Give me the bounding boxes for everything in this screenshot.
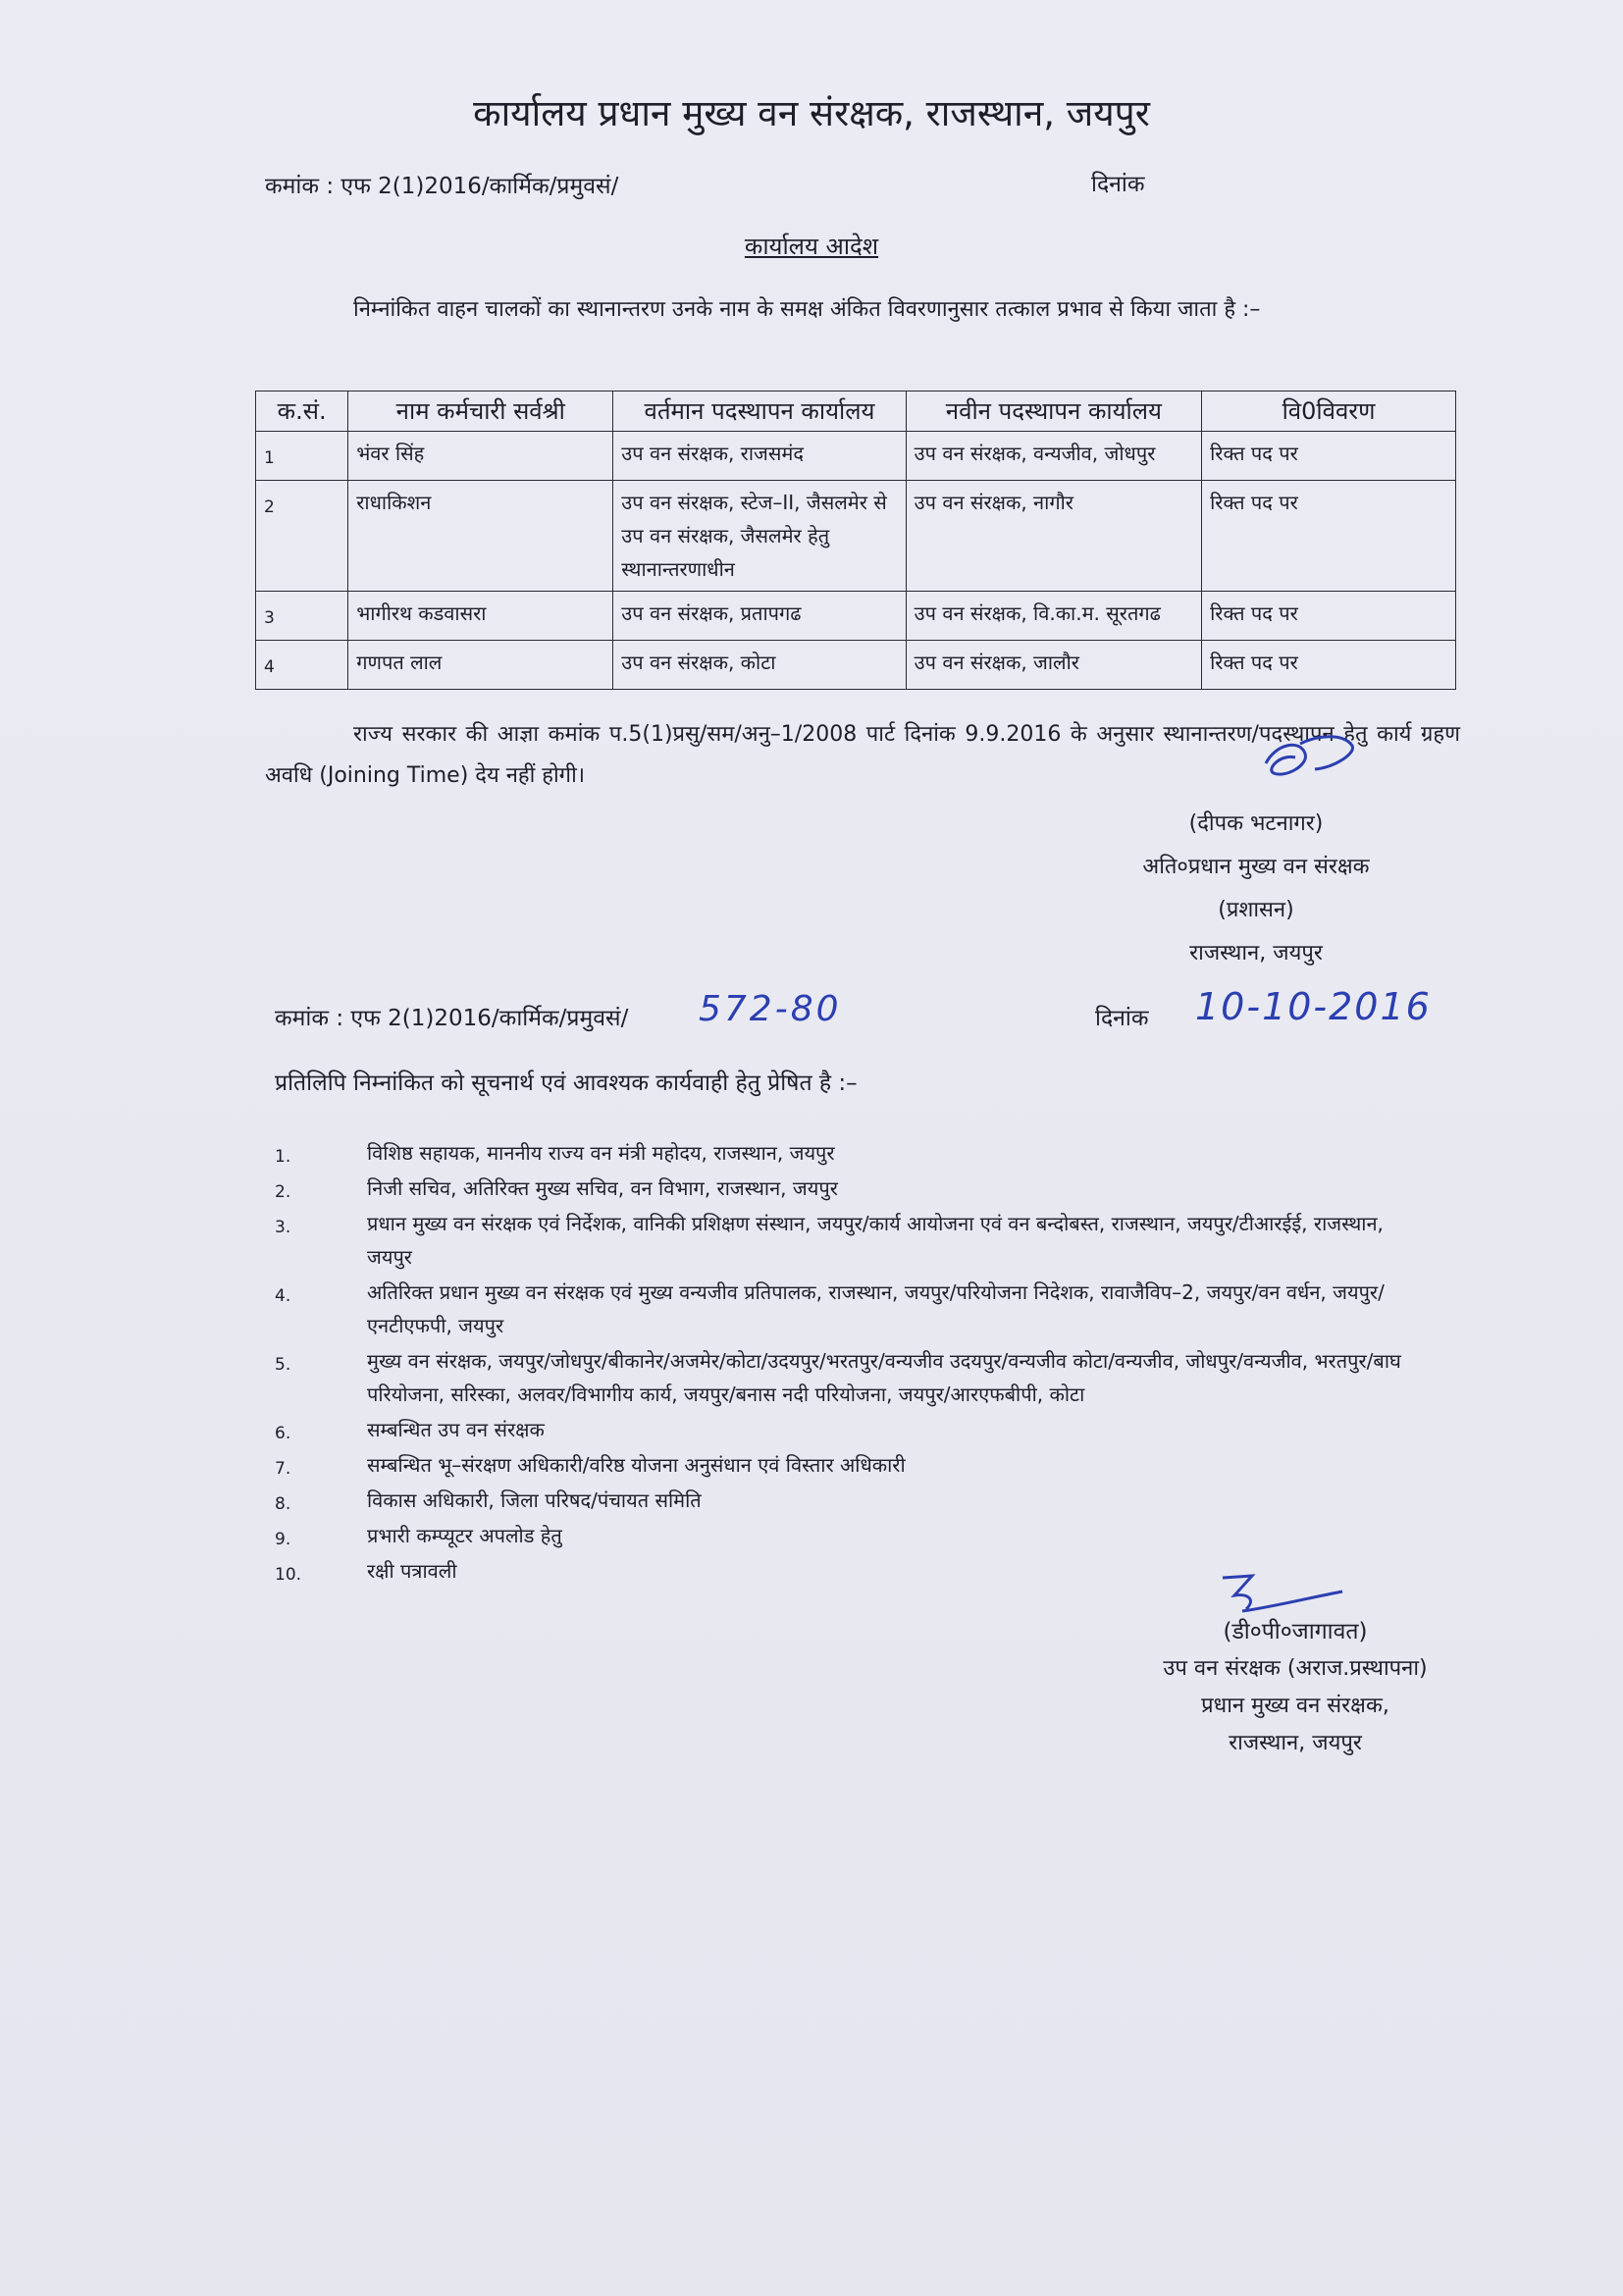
cell-new: उप वन संरक्षक, वन्यजीव, जोधपुर <box>906 432 1201 481</box>
joining-time-note: राज्य सरकार की आज्ञा कमांक प.5(1)प्रसु/सम/अनु–1/2008 पार्ट दिनांक 9.9.2016 के अनुसार स्थानान्तरण/पदस्थापन हेतु कार्य ग्रहण अवधि (Joining Time) देय नहीं होगी। <box>265 722 1460 788</box>
cell-new: उप वन संरक्षक, जालौर <box>906 641 1201 690</box>
cell-new: उप वन संरक्षक, नागौर <box>906 481 1201 592</box>
cell-current: उप वन संरक्षक, राजसमंद <box>613 432 906 481</box>
list-item-number: 6. <box>275 1424 291 1443</box>
copy-recipient-list <box>275 1136 1433 1590</box>
list-item-text: निजी सचिव, अतिरिक्त मुख्य सचिव, वन विभाग, राजस्थान, जयपुर <box>367 1176 838 1200</box>
col-header-remark: वि0विवरण <box>1202 391 1456 432</box>
cell-name: भंवर सिंह <box>348 432 613 481</box>
list-item-text: अतिरिक्त प्रधान मुख्य वन संरक्षक एवं मुख्य वन्यजीव प्रतिपालक, राजस्थान, जयपुर/परियोजना निदेशक, रावाजैविप–2, जयपुर/वन वर्धन, जयपुर/एनटीएफपी, जयपुर <box>367 1280 1385 1337</box>
cell-remark: रिक्त पद पर <box>1202 432 1456 481</box>
list-item <box>275 1136 1433 1170</box>
signatory-1-block <box>1099 803 1413 975</box>
copy-reference-number: कमांक : एफ 2(1)2016/कार्मिक/प्रमुवसं/ <box>275 1006 629 1031</box>
signatory-2-block <box>1109 1613 1482 1762</box>
list-item-text: मुख्य वन संरक्षक, जयपुर/जोधपुर/बीकानेर/अजमेर/कोटा/उदयपुर/भरतपुर/वन्यजीव उदयपुर/वन्यजीव कोटा/वन्यजीव, जोधपुर/वन्यजीव, भरतपुर/बाघ परियोजना, सरिस्का, अलवर/विभागीय कार्य, जयपुर/बनास नदी परियोजना, जयपुर/आरएफबीपी, कोटा <box>367 1349 1401 1406</box>
cell-sn: 3 <box>256 592 348 641</box>
list-item-number: 5. <box>275 1355 291 1375</box>
signature-1 <box>1246 724 1364 793</box>
signatory-2-place: राजस्थान, जयपुर <box>1229 1731 1362 1755</box>
list-item-number: 2. <box>275 1182 291 1202</box>
list-item-number: 10. <box>275 1565 302 1585</box>
signatory-1-dept: (प्रशासन) <box>1218 898 1294 922</box>
col-header-current: वर्तमान पदस्थापन कार्यालय <box>613 391 906 432</box>
handwritten-dispatch-number: 572-80 <box>699 989 842 1029</box>
cell-new: उप वन संरक्षक, वि.का.म. सूरतगढ <box>906 592 1201 641</box>
list-item <box>275 1276 1433 1342</box>
date-label: दिनांक <box>1091 172 1145 197</box>
col-header-sn: क.सं. <box>256 391 348 432</box>
cell-remark: रिक्त पद पर <box>1202 592 1456 641</box>
copy-intro: प्रतिलिपि निम्नांकित को सूचनार्थ एवं आवश्यक कार्यवाही हेतु प्रेषित है :– <box>275 1070 858 1096</box>
signatory-1-place: राजस्थान, जयपुर <box>1189 941 1323 965</box>
cell-sn: 2 <box>256 481 348 592</box>
order-intro: निम्नांकित वाहन चालकों का स्थानान्तरण उनके नाम के समक्ष अंकित विवरणानुसार तत्काल प्रभाव से किया जाता है :– <box>353 297 1261 322</box>
signatory-2-office: प्रधान मुख्य वन संरक्षक, <box>1201 1694 1389 1718</box>
cell-current: उप वन संरक्षक, कोटा <box>613 641 906 690</box>
list-item-text: विशिष्ठ सहायक, माननीय राज्य वन मंत्री महोदय, राजस्थान, जयपुर <box>367 1141 835 1165</box>
list-item <box>275 1344 1433 1411</box>
table-row <box>256 592 1456 641</box>
list-item-number: 8. <box>275 1494 291 1514</box>
cell-name: राधाकिशन <box>348 481 613 592</box>
cell-remark: रिक्त पद पर <box>1202 481 1456 592</box>
reference-number: कमांक : एफ 2(1)2016/कार्मिक/प्रमुवसं/ <box>265 174 619 199</box>
order-heading <box>0 230 1623 262</box>
handwritten-date: 10-10-2016 <box>1195 985 1432 1028</box>
cell-current: उप वन संरक्षक, प्रतापगढ <box>613 592 906 641</box>
list-item <box>275 1413 1433 1446</box>
order-heading-text: कार्यालय आदेश <box>744 233 879 260</box>
list-item <box>275 1207 1433 1274</box>
list-item <box>275 1172 1433 1205</box>
list-item-number: 7. <box>275 1459 291 1479</box>
table-row <box>256 481 1456 592</box>
table-header-row <box>256 391 1456 432</box>
list-item <box>275 1519 1433 1552</box>
list-item-number: 1. <box>275 1147 291 1167</box>
list-item-number: 3. <box>275 1218 291 1237</box>
list-item <box>275 1448 1433 1482</box>
cell-current: उप वन संरक्षक, स्टेज–II, जैसलमेर से उप वन संरक्षक, जैसलमेर हेतु स्थानान्तरणाधीन <box>613 481 906 592</box>
signatory-2-designation: उप वन संरक्षक (अराज.प्रस्थापना) <box>1163 1656 1428 1681</box>
copy-date-label: दिनांक <box>1095 1006 1149 1031</box>
cell-remark: रिक्त पद पर <box>1202 641 1456 690</box>
office-title: कार्यालय प्रधान मुख्य वन संरक्षक, राजस्थान, जयपुर <box>473 92 1150 134</box>
list-item <box>275 1484 1433 1517</box>
signatory-1-designation: अति०प्रधान मुख्य वन संरक्षक <box>1142 855 1370 879</box>
table-row <box>256 432 1456 481</box>
list-item-text: सम्बन्धित भू–संरक्षण अधिकारी/वरिष्ठ योजना अनुसंधान एवं विस्तार अधिकारी <box>367 1453 906 1477</box>
list-item-number: 9. <box>275 1530 291 1549</box>
col-header-name: नाम कर्मचारी सर्वश्री <box>348 391 613 432</box>
list-item-text: रक्षी पत्रावली <box>367 1559 457 1583</box>
cell-sn: 1 <box>256 432 348 481</box>
cell-sn: 4 <box>256 641 348 690</box>
list-item-text: प्रभारी कम्प्यूटर अपलोड हेतु <box>367 1524 562 1547</box>
col-header-new: नवीन पदस्थापन कार्यालय <box>906 391 1201 432</box>
list-item-text: सम्बन्धित उप वन संरक्षक <box>367 1418 545 1441</box>
list-item-text: प्रधान मुख्य वन संरक्षक एवं निर्देशक, वानिकी प्रशिक्षण संस्थान, जयपुर/कार्य आयोजना एवं वन बन्दोबस्त, राजस्थान, जयपुर/टीआरईई, राजस्थान, जयपुर <box>367 1212 1384 1269</box>
signatory-2-name: (डी०पी०जागावत) <box>1223 1619 1368 1644</box>
cell-name: गणपत लाल <box>348 641 613 690</box>
signatory-1-name: (दीपक भटनागर) <box>1188 811 1324 836</box>
list-item-number: 4. <box>275 1286 291 1306</box>
table-row <box>256 641 1456 690</box>
transfer-table <box>255 391 1456 690</box>
cell-name: भागीरथ कडवासरा <box>348 592 613 641</box>
list-item-text: विकास अधिकारी, जिला परिषद/पंचायत समिति <box>367 1488 702 1512</box>
